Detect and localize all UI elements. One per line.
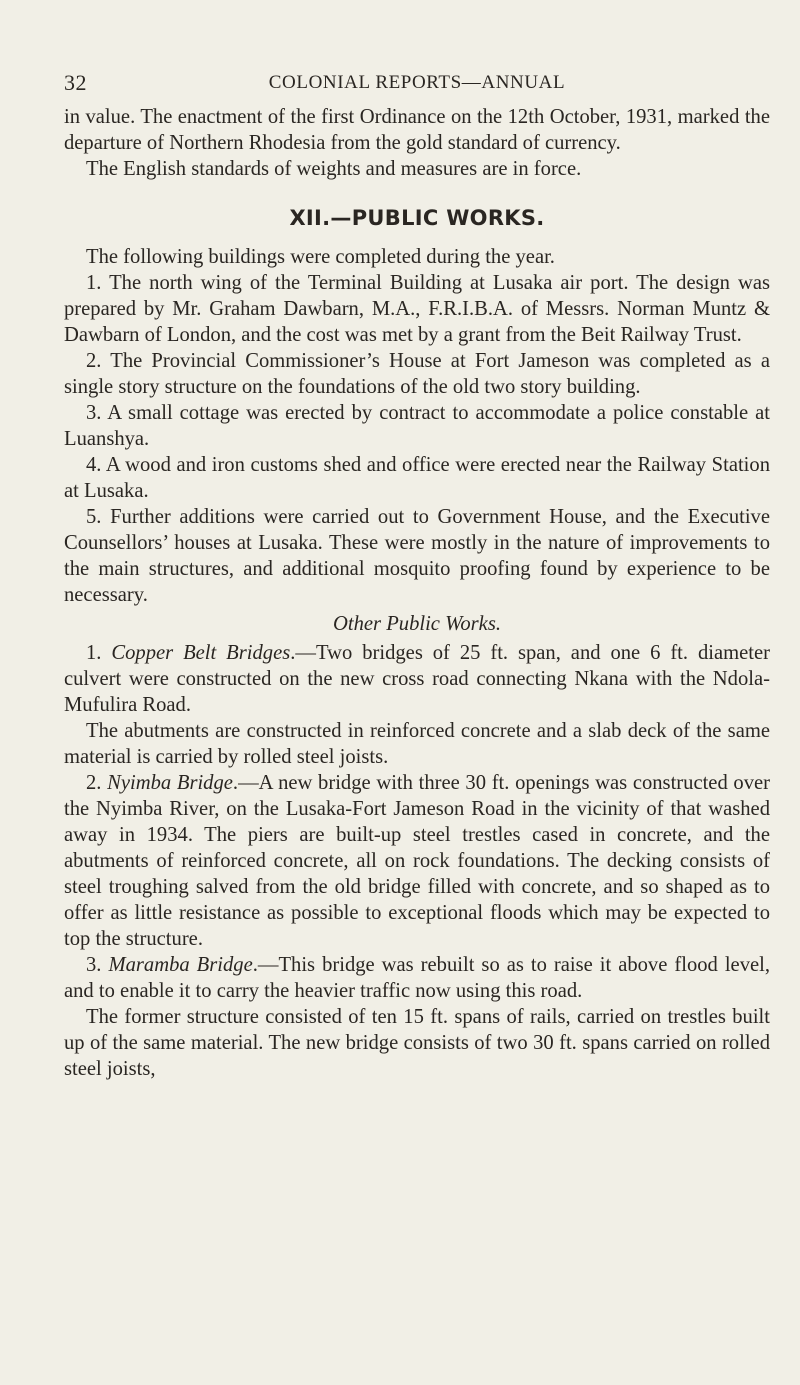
page-number: 32 (64, 70, 87, 95)
list-item: 4. A wood and iron customs shed and office were erected near the Railway Station at Lusaka. (64, 454, 770, 502)
item-text: .—Two bridges of 25 ft. span, and one 6 ft. diameter culvert were constructed on the new cross road connecting Nkana with the Ndola-Mufulira Road. (64, 642, 771, 716)
list-item: 1. The north wing of the Terminal Building at Lusaka air port. The design was prepared by Mr. Graham Dawbarn, M.A., F.R.I.B.A. of Messrs. Norman Muntz & Dawbarn of London, and the cost was met by a grant from the Beit Railway Trust. (64, 272, 770, 346)
list-item-maramba (64, 952, 770, 1004)
list-item: 5. Further additions were carried out to Government House, and the Executive Counsellors’ houses at Lusaka. These were mostly in the nature of improvements to the main structures, and additional mosquito proofing found by experience to be necessary. (64, 506, 770, 606)
paragraph-former-structure: The former structure consisted of ten 15 ft. spans of rails, carried on trestles built up of the same material. The new bridge consists of two 30 ft. spans carried on rolled steel joists, (64, 1006, 770, 1080)
item-title: Nyimba Bridge (107, 772, 233, 794)
paragraph-abutments: The abutments are constructed in reinforced concrete and a slab deck of the same material is carried by rolled steel joists. (64, 720, 770, 768)
section-intro: The following buildings were completed during the year. (86, 246, 555, 268)
paragraph-currency: in value. The enactment of the first Ordinance on the 12th October, 1931, marked the departure of Northern Rhodesia from the gold standard of currency. (64, 106, 770, 154)
item-text: .—A new bridge with three 30 ft. openings was constructed over the Nyimba River, on the Lusaka-Fort Jameson Road in the vicinity of that washed away in 1934. The piers are built-up steel trestles cased in concrete, and the abutments of reinforced concrete, all on rock foundations. The decking consists of steel troughing salved from the old bridge filled with concrete, and so shaped as to offer as little resistance as possible to exceptional floods which may be expected to top the structure. (64, 772, 771, 950)
item-title: Copper Belt Bridges (111, 642, 291, 664)
running-title: COLONIAL REPORTS—ANNUAL (268, 72, 566, 93)
item-number: 2. (86, 772, 108, 794)
item-number: 3. (86, 954, 109, 976)
item-text: .—This bridge was rebuilt so as to raise it above flood level, and to enable it to carry the heavier traffic now using this road. (64, 954, 770, 1002)
item-title: Maramba Bridge (108, 954, 253, 976)
sub-heading: Other Public Works. (333, 613, 501, 635)
paragraph-weights: The English standards of weights and measures are in force. (86, 158, 582, 180)
list-item-copper-belt (64, 640, 770, 718)
list-item: 2. The Provincial Commissioner’s House at Fort Jameson was completed as a single story structure on the foundations of the old two story building. (64, 350, 770, 398)
running-header (64, 70, 770, 104)
item-number: 1. (86, 642, 112, 664)
section-heading: XII.—PUBLIC WORKS. (289, 206, 545, 230)
list-item-nyimba (64, 770, 770, 952)
document-page (64, 70, 770, 1082)
list-item: 3. A small cottage was erected by contract to accommodate a police constable at Luanshya. (64, 402, 770, 450)
